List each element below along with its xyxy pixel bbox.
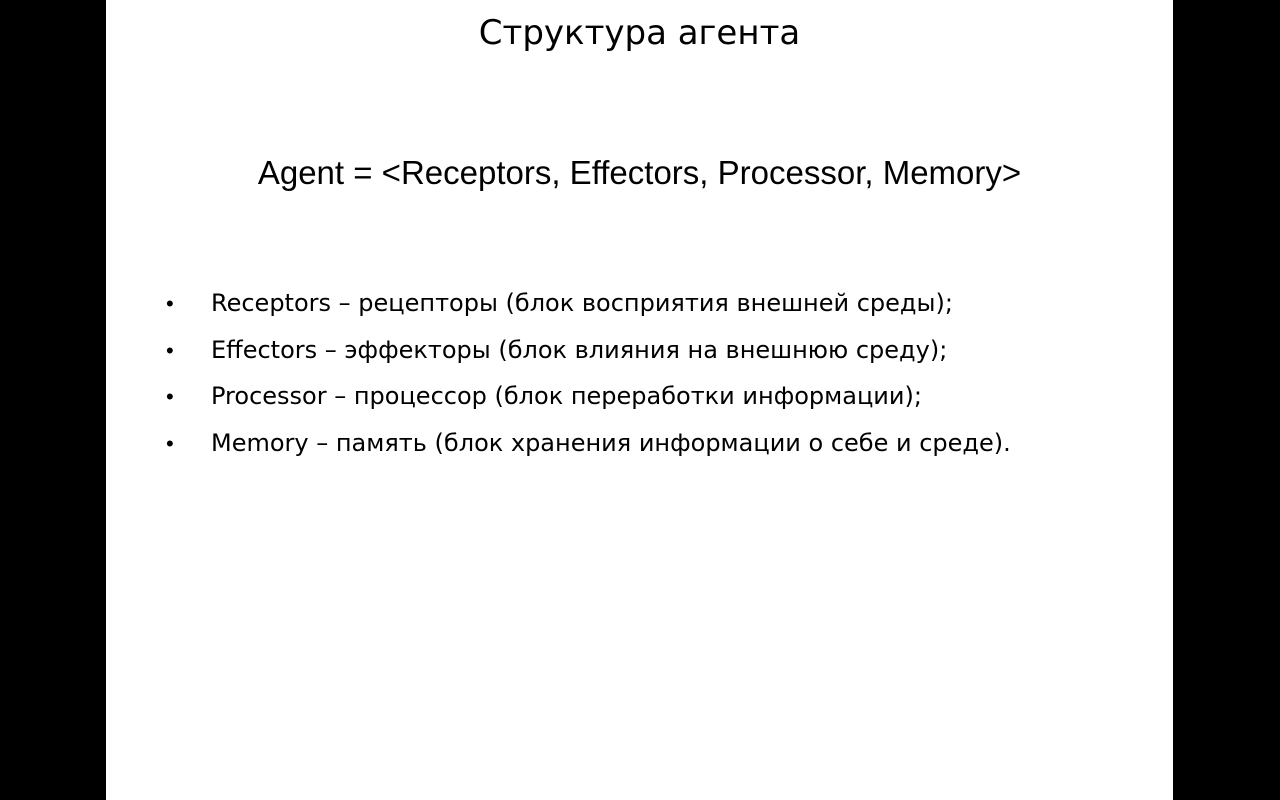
bullet-text: Memory – память (блок хранения информации о себе и среде). xyxy=(211,428,1011,457)
bullet-text: Processor – процессор (блок переработки информации); xyxy=(211,382,922,410)
bullet-item-effectors xyxy=(166,329,1146,376)
slide xyxy=(106,0,1173,800)
bullet-list xyxy=(166,282,1146,468)
bullet-text: Receptors – рецепторы (блок восприятия внешней среды); xyxy=(211,289,953,317)
slide-title: Структура агента xyxy=(478,13,801,53)
agent-formula: Agent = <Receptors, Effectors, Processor, Memory> xyxy=(257,154,1022,191)
bullet-item-receptors xyxy=(166,282,1146,329)
bullet-icon: • xyxy=(166,430,174,456)
bullet-text: Effectors – эффекторы (блок влияния на внешнюю среду); xyxy=(211,335,948,364)
bullet-icon: • xyxy=(166,291,174,316)
bullet-icon: • xyxy=(166,337,174,363)
bullet-item-memory xyxy=(166,422,1146,469)
bullet-item-processor xyxy=(166,375,1146,422)
bullet-icon: • xyxy=(166,384,174,409)
